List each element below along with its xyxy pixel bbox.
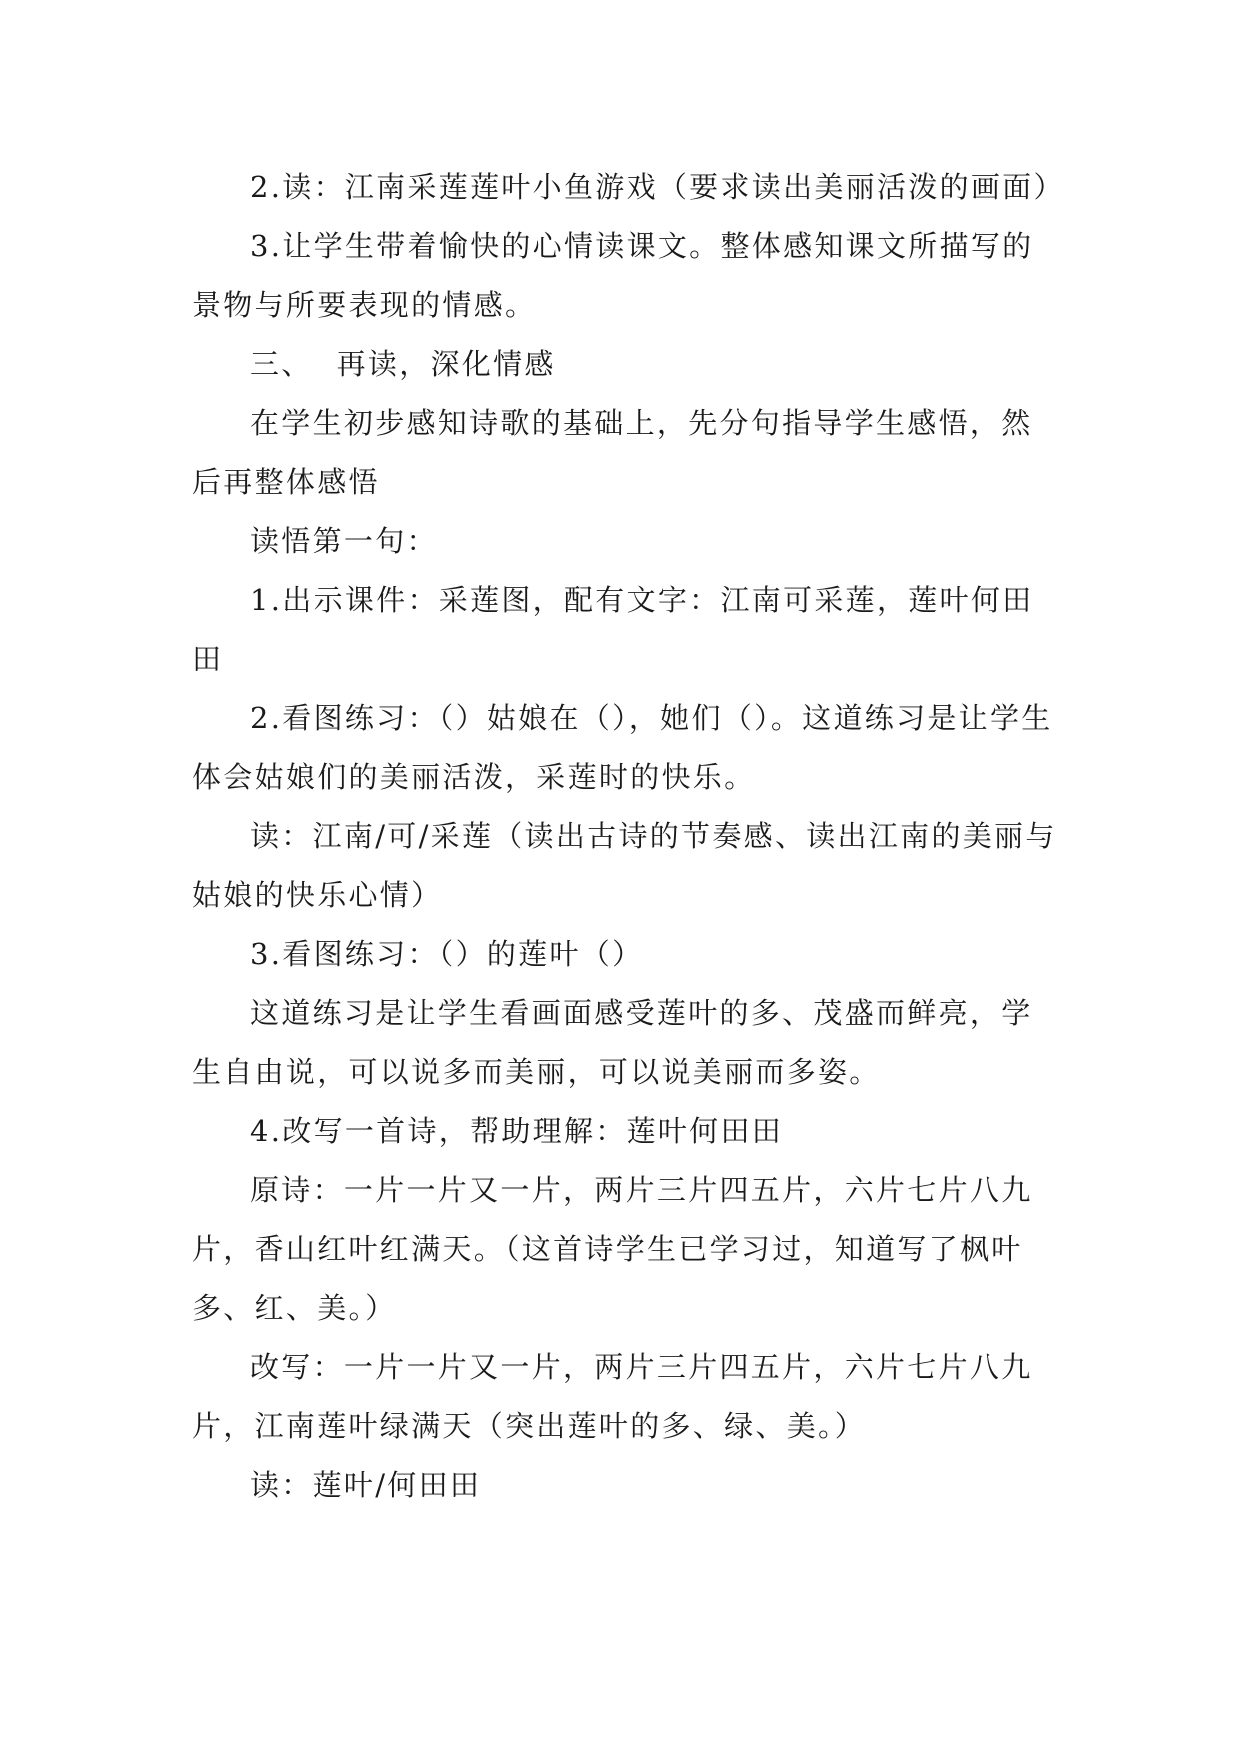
paragraph-courseware: 1.出示课件：采莲图，配有文字：江南可采莲，莲叶何田田 bbox=[192, 583, 1034, 676]
section-number: 三、 bbox=[250, 347, 313, 381]
paragraph-rewritten-poem: 改写：一片一片又一片，两片三片四五片，六片七片八九片，江南莲叶绿满天（突出莲叶的多、绿、美。） bbox=[192, 1350, 1033, 1443]
section-heading bbox=[192, 335, 1058, 394]
paragraph-original-poem: 原诗：一片一片又一片，两片三片四五片，六片七片八九片，香山红叶红满天。（这首诗学生已学习过，知道写了枫叶多、红、美。） bbox=[192, 1173, 1033, 1325]
paragraph-read-scene: 2.读：江南采莲莲叶小鱼游戏（要求读出美丽活泼的画面） bbox=[250, 170, 1065, 204]
paragraph-exercise-1: 2.看图练习：（）姑娘在（），她们（）。这道练习是让学生体会姑娘们的美丽活泼，采莲时的快乐。 bbox=[192, 701, 1053, 794]
paragraph-intro: 在学生初步感知诗歌的基础上，先分句指导学生感悟，然后再整体感悟 bbox=[192, 406, 1033, 499]
paragraph-first-line: 读悟第一句： bbox=[250, 524, 438, 558]
paragraph-exercise-2: 3.看图练习：（）的莲叶（） bbox=[250, 937, 644, 971]
paragraph-exercise-2-note: 这道练习是让学生看画面感受莲叶的多、茂盛而鲜亮，学生自由说，可以说多而美丽，可以说美丽而多姿。 bbox=[192, 996, 1033, 1089]
document-body bbox=[192, 158, 1065, 1515]
paragraph-read-text: 3.让学生带着愉快的心情读课文。整体感知课文所描写的景物与所要表现的情感。 bbox=[192, 229, 1034, 322]
paragraph-read-rhythm: 读：江南/可/采莲（读出古诗的节奏感、读出江南的美丽与姑娘的快乐心情） bbox=[192, 819, 1057, 912]
paragraph-rewrite-task: 4.改写一首诗，帮助理解：莲叶何田田 bbox=[250, 1114, 784, 1148]
paragraph-read-lotus: 读：莲叶/何田田 bbox=[250, 1468, 482, 1502]
section-title: 再读，深化情感 bbox=[336, 347, 556, 381]
